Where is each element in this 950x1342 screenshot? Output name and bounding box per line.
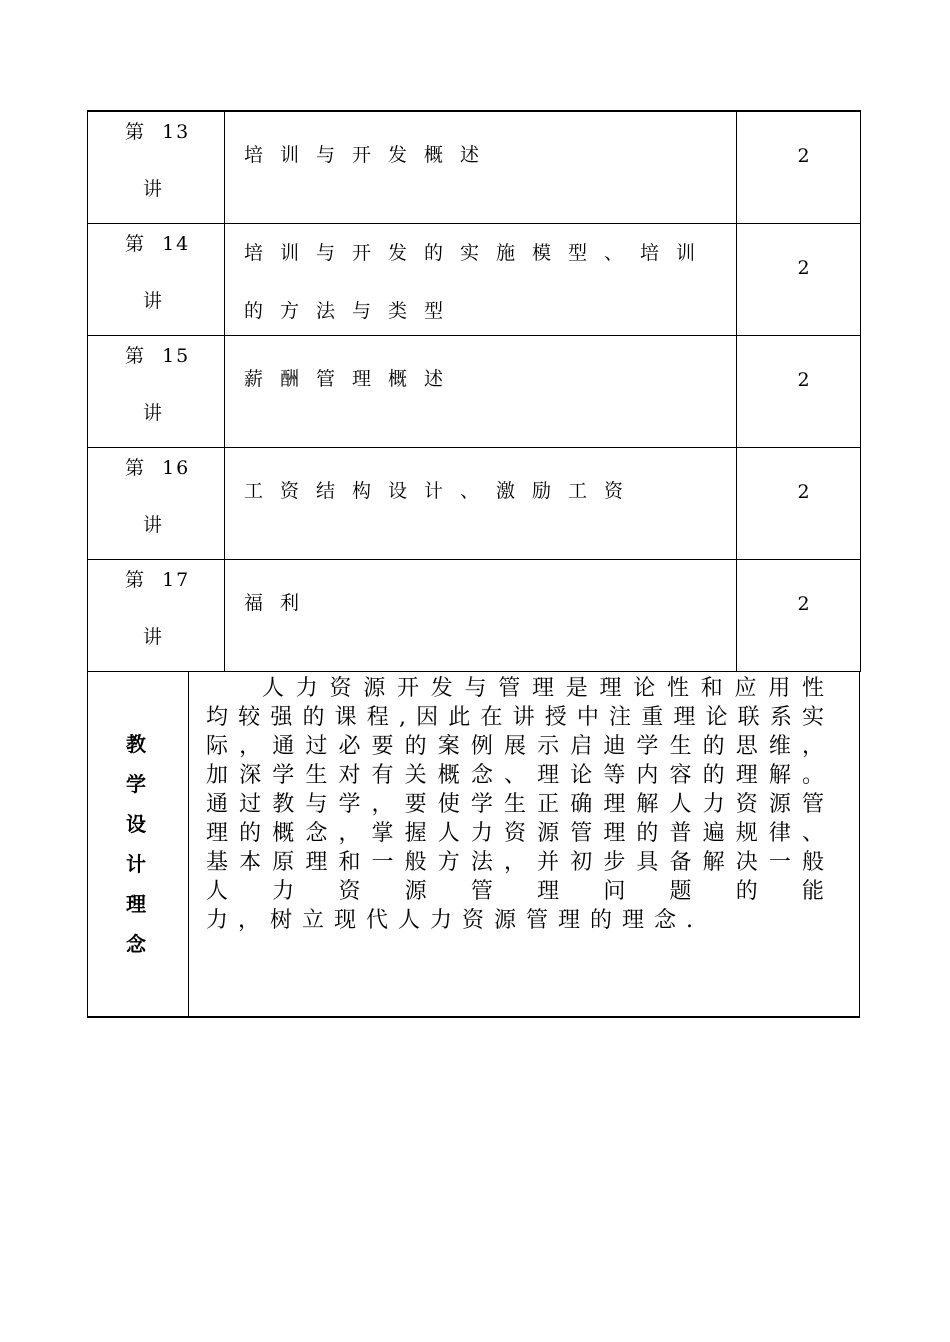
lecture-hours: 2 bbox=[797, 369, 810, 391]
lecture-unit: 讲 bbox=[143, 290, 163, 312]
lecture-schedule-table bbox=[87, 110, 861, 672]
design-text-last-line: 力，树立现代人力资源管理的理念. bbox=[206, 908, 703, 933]
lecture-unit: 讲 bbox=[143, 514, 163, 536]
table-row bbox=[88, 560, 861, 672]
lecture-title: 薪酬管理概述 bbox=[244, 368, 461, 390]
lecture-number: 第 17 bbox=[125, 569, 191, 591]
design-label-char: 学 bbox=[126, 772, 146, 796]
table-row bbox=[88, 336, 861, 448]
lecture-number: 第 16 bbox=[125, 457, 191, 479]
design-label-cell bbox=[88, 672, 189, 1018]
lecture-hours-cell bbox=[737, 448, 861, 560]
table-row bbox=[88, 111, 861, 224]
lecture-hours-cell bbox=[737, 336, 861, 448]
lecture-unit: 讲 bbox=[143, 402, 163, 424]
lecture-hours-cell bbox=[737, 560, 861, 672]
design-label-char: 设 bbox=[126, 812, 146, 836]
lecture-hours-cell bbox=[737, 224, 861, 336]
lecture-title: 福利 bbox=[244, 592, 317, 614]
design-body-cell bbox=[189, 672, 860, 1018]
lecture-hours-cell bbox=[737, 111, 861, 224]
lecture-unit: 讲 bbox=[143, 626, 163, 648]
table-row bbox=[88, 224, 861, 336]
lecture-number: 第 13 bbox=[125, 121, 191, 143]
lecture-number-cell bbox=[88, 448, 225, 560]
lecture-number-cell bbox=[88, 336, 225, 448]
lecture-title: 工资结构设计、激励工资 bbox=[244, 480, 641, 502]
lecture-unit: 讲 bbox=[143, 178, 163, 200]
lecture-number-cell bbox=[88, 224, 225, 336]
teaching-design-table bbox=[87, 671, 860, 1018]
table-row bbox=[88, 672, 860, 1018]
lecture-title: 培训与开发概述 bbox=[244, 144, 497, 166]
lecture-number-cell bbox=[88, 560, 225, 672]
design-philosophy-text bbox=[206, 674, 834, 935]
design-label-char: 理 bbox=[126, 892, 146, 916]
document-page bbox=[87, 110, 860, 1018]
design-label-char: 教 bbox=[126, 732, 146, 756]
lecture-hours: 2 bbox=[797, 481, 810, 503]
lecture-number: 第 14 bbox=[125, 233, 191, 255]
lecture-title-cell bbox=[225, 336, 737, 448]
design-label bbox=[124, 724, 148, 964]
lecture-title-cell bbox=[225, 111, 737, 224]
lecture-title-cell bbox=[225, 560, 737, 672]
lecture-number: 第 15 bbox=[125, 345, 191, 367]
lecture-hours: 2 bbox=[797, 593, 810, 615]
design-label-char: 计 bbox=[126, 852, 146, 876]
lecture-title: 培训与开发的实施模型、培训的方法与类型 bbox=[244, 242, 713, 322]
design-label-char: 念 bbox=[126, 932, 146, 956]
lecture-number-cell bbox=[88, 111, 225, 224]
lecture-hours: 2 bbox=[797, 257, 810, 279]
table-row bbox=[88, 448, 861, 560]
lecture-title-cell bbox=[225, 448, 737, 560]
lecture-hours: 2 bbox=[797, 145, 810, 167]
lecture-title-cell bbox=[225, 224, 737, 336]
design-text-main: 人力资源开发与管理是理论性和应用性均较强的课程,因此在讲授中注重理论联系实际，通过必要的案例展示启迪学生的思维，加深学生对有关概念、理论等内容的理解。通过教与学，要使学生正确理解人力资源管理的概念，掌握人力资源管理的普遍规律、基本原理和一般方法，并初步具备解决一般人力资源管理问题的能 bbox=[206, 676, 834, 904]
